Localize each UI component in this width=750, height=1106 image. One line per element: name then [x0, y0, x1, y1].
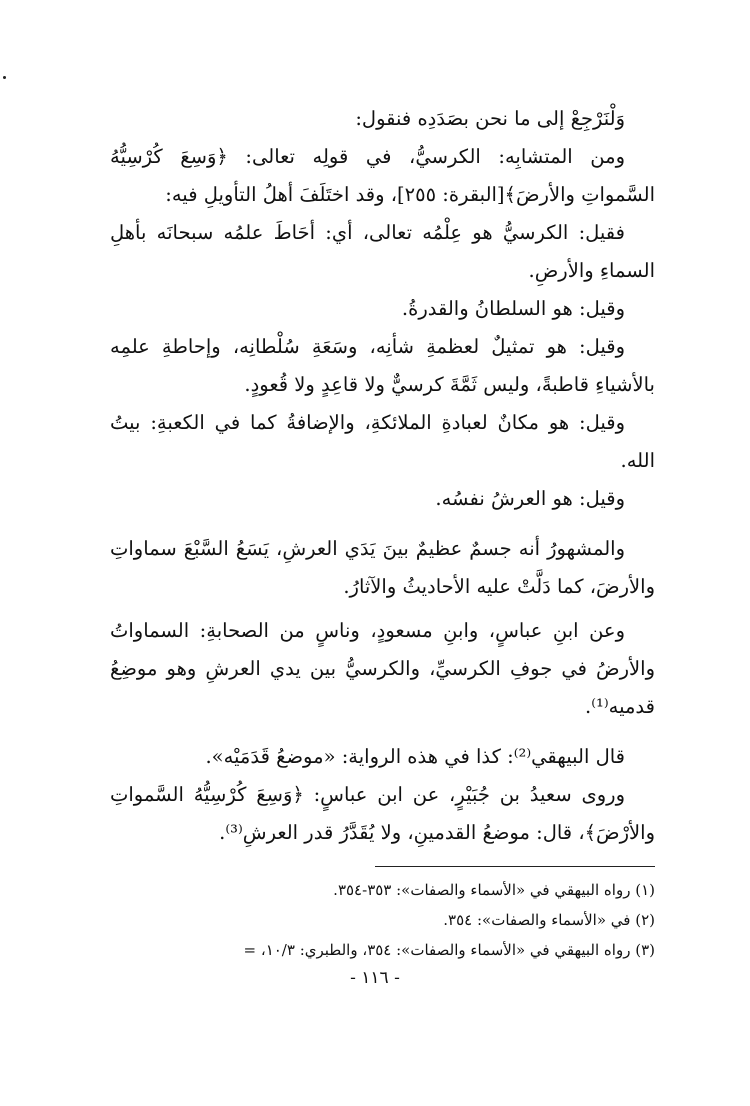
- paragraph-ibn-abbas: وعن ابنِ عباسٍ، وابنِ مسعودٍ، وناسٍ من الصحابةِ: السماواتُ والأرضُ في جوفِ الكرسيِّ، والكرسيُّ بين يدي العرشِ وهو موضِعُ قدميه⁽¹⁾.: [110, 619, 655, 718]
- footnote-separator: [375, 866, 655, 867]
- paragraph-opinion-authority: وقيل: هو السلطانُ والقدرةُ.: [401, 297, 625, 320]
- paragraph-mutashabih-kursi: ومن المتشابِه: الكرسيُّ، في قولِه تعالى: ﴿وَسِعَ كُرْسِيُّهُ السَّمواتِ والأرضَ﴾[البقرة: ٢٥٥]، وقد اختَلَفَ أهلُ التأويلِ فيه:: [110, 145, 655, 206]
- paragraph-opinion-place: وقيل: هو مكانٌ لعبادةِ الملائكةِ، والإضافةُ كما في الكعبةِ: بيتُ الله.: [110, 411, 655, 472]
- paragraph-intro: وَلْنَرْجِعْ إلى ما نحن بصَدَدِه فنقول:: [355, 107, 625, 130]
- paragraph-opinion-knowledge: فقيل: الكرسيُّ هو عِلْمُه تعالى، أي: أحَاطَ علمُه سبحانَه بأهلِ السماءِ والأرضِ.: [110, 221, 655, 282]
- paragraph-mashhur: والمشهورُ أنه جسمٌ عظيمٌ بينَ يَدَي العرشِ، يَسَعُ السَّبْعَ سماواتِ والأرضَ، كما دَلَّتْ عليه الأحاديثُ والآثارُ.: [110, 537, 655, 598]
- paragraph-opinion-throne: وقيل: هو العرشُ نفسُه.: [435, 487, 625, 510]
- margin-dot: [3, 76, 6, 79]
- paragraph-bayhaqi: قال البيهقي⁽²⁾: كذا في هذه الرواية: «موضعُ قَدَمَيْه».: [205, 745, 625, 768]
- footnote-1: (١) رواه البيهقي في «الأسماء والصفات»: ٣٥٣-٣٥٤.: [333, 881, 655, 899]
- footnotes: [110, 875, 655, 965]
- paragraph-said-ibn-jubayr: وروى سعيدُ بن جُبَيْرٍ، عن ابن عباسٍ: ﴿وَسِعَ كُرْسِيُّهُ السَّمواتِ والأرْضَ﴾، قال: موضعُ القدمينِ، ولا يُقَدَّرُ قدر العرشِ⁽³⁾.: [110, 783, 655, 844]
- page-number: - ١١٦ -: [350, 968, 400, 988]
- footnote-2: (٢) في «الأسماء والصفات»: ٣٥٤.: [443, 911, 655, 929]
- paragraph-opinion-metaphor: وقيل: هو تمثيلٌ لعظمةِ شأنِه، وسَعَةِ سُلْطانِه، وإحاطةِ علمِه بالأشياءِ قاطبةً، وليس ثَمَّةَ كرسيٌّ ولا قاعِدٍ ولا قُعودٍ.: [110, 335, 655, 396]
- page-body: [110, 100, 655, 965]
- footnote-3: (٣) رواه البيهقي في «الأسماء والصفات»: ٣٥٤، والطبري: ١٠/٣، =: [243, 941, 655, 959]
